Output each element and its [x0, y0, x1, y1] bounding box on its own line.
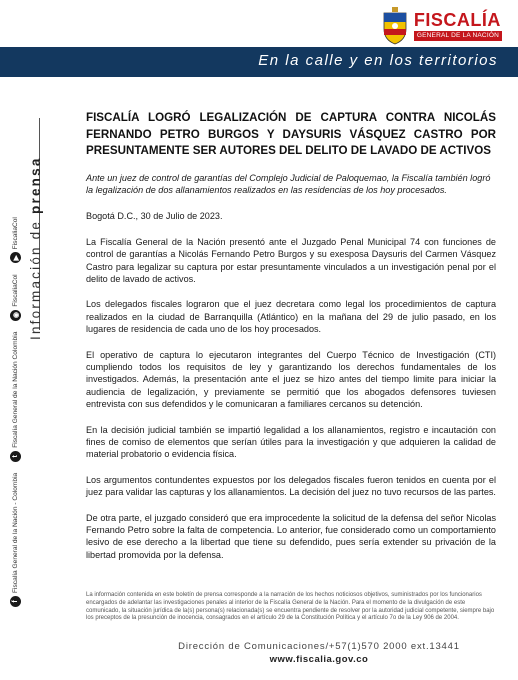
twitter-handle[interactable]: Fiscalía General de la Nación Colombia — [12, 331, 19, 448]
body-paragraph: La Fiscalía General de la Nación presentó ante el Juzgado Penal Municipal 74 con funciones de control de garantías a Nicolás Fernando Petro Burgos y su exesposa Daysuris del Carmen Vásquez Castro para legalizar su captura por estar presuntamente vinculados a un investigación penal por el delito de lavado de activos. — [86, 236, 496, 284]
website-link[interactable]: www.fiscalia.gov.co — [269, 654, 369, 665]
legal-disclaimer: La información contenida en este boletín de prensa corresponde a la narración de los hechos noticiosos objetivos, suministrados por los funcionarios encargados de adelantar las investigaciones penales al interior de la Fiscalía General de la Nación. Para el momento de la divulgación de este comunicado, la situación jurídica de la(s) persona(s) relacionada(s) se encuentra pendiente de resolver por la autoridad judicial competente, siempre bajo los preceptos de la presunción de inocencia, consagrados en el artículo 29 de la Constitución Política y el artículo 7o de la Ley 906 de 2004. — [86, 592, 495, 622]
press-release — [86, 110, 496, 561]
youtube-icon[interactable]: ▶ — [10, 252, 21, 263]
body-paragraph: En la decisión judicial también se impartió legalidad a los allanamientos, registro e incautación con fines de comiso de elementos que serían útiles para la investigación y que adquieren la calidad de material probatorio o evidencia física. — [86, 424, 496, 460]
footer — [0, 641, 518, 665]
brand-subtitle: GENERAL DE LA NACIÓN — [414, 31, 502, 41]
body-paragraph: Los argumentos contundentes expuestos por los delegados fiscales fueron tenidos en cuenta por el juez para validar las capturas y los allanamientos. La decisión del juez no tuvo recursos de las partes. — [86, 474, 496, 498]
left-rail — [0, 0, 60, 680]
youtube-handle[interactable]: FiscaliaCol — [12, 217, 19, 250]
body-paragraph: Los delegados fiscales lograron que el juez decretara como legal los procedimientos de captura realizados en la ciudad de Barranquilla (Atlántico) en la mañana del 29 de julio pasado, en los lugares de residencia de cada uno de los hoy procesados. — [86, 299, 496, 335]
press-label-bold: prensa — [28, 156, 43, 214]
slogan-bar — [0, 47, 518, 77]
facebook-icon[interactable]: f — [10, 596, 21, 607]
brand-name: FISCALÍA — [413, 10, 501, 30]
facebook-handle[interactable]: Fiscalía General de la Nación - Colombia — [12, 472, 19, 593]
headline: FISCALÍA LOGRÓ LEGALIZACIÓN DE CAPTURA CONTRA NICOLÁS FERNANDO PETRO BURGOS Y DAYSURIS VÁSQUEZ CASTRO POR PRESUNTAMENTE SER AUTORES DEL DELITO DE LAVADO DE ACTIVOS — [86, 111, 496, 157]
press-label-prefix: Información de — [28, 213, 43, 340]
contact-line: Dirección de Comunicaciones/+57(1)570 2000 ext.13441 — [178, 641, 460, 652]
body-paragraph: El operativo de captura lo ejecutaron integrantes del Cuerpo Técnico de Investigación (CTI) cumpliendo todos los requisitos de ley y garantizando los derechos fundamentales de los investigados. Además, la presentación ante el juez se hizo antes del tiempo limite para iniciar la audiencia de legalización, y previamente se permitió que los abogados defensores tuviesen entrevista con sus defendidos y le comunicaran a familiares cercanos su detención. — [86, 349, 496, 410]
colombia-shield-icon — [380, 7, 410, 45]
instagram-icon[interactable]: ◉ — [10, 310, 21, 321]
twitter-icon[interactable]: t — [10, 451, 21, 462]
social-links — [10, 209, 21, 610]
instagram-handle[interactable]: FiscaliaCol — [12, 274, 19, 307]
lead-paragraph: Ante un juez de control de garantías del Complejo Judicial de Paloquemao, la Fiscalía también logró la legalización de dos allanamientos realizados en las residencias de los hoy procesados. — [86, 172, 491, 195]
slogan: En la calle y en los territorios — [258, 52, 498, 69]
press-label — [28, 156, 43, 340]
fiscalia-logo — [380, 6, 502, 46]
body-paragraph: De otra parte, el juzgado consideró que era improcedente la solicitud de la defensa del señor Nicolas Fernando Petro sobre la falta de competencia. Lo anterior, fue considerado como un comportamiento lesivo de ese derecho a la libertad que tiene su defendido, pues sería extender su privación de la libertad promovida por la defensa. — [86, 512, 496, 560]
dateline: Bogotá D.C., 30 de Julio de 2023. — [86, 211, 223, 222]
